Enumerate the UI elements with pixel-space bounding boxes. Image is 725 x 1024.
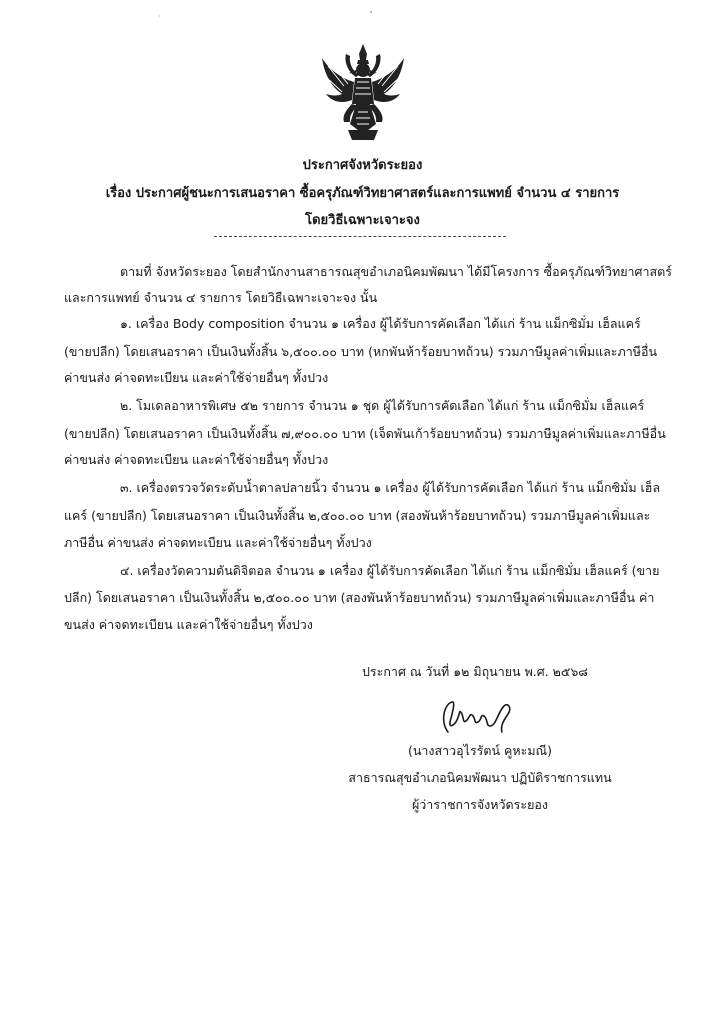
dashed-divider [214, 236, 506, 237]
garuda-emblem-icon [318, 42, 408, 142]
item-1-line-2: (ขายปลีก) โดยเสนอราคา เป็นเงินทั้งสิ้น ๖,๕๐๐.๐๐ บาท (หกพันห้าร้อยบาทถ้วน) รวมภาษีมูลค่าเพิ่มและภาษีอื่น [64, 344, 658, 359]
item-3-line-1: ๓. เครื่องตรวจวัดระดับน้ำตาลปลายนิ้ว จำนวน ๑ เครื่อง ผู้ได้รับการคัดเลือก ได้แก่ ร้าน แม็กซิมั่ม เฮ็ล [120, 480, 661, 495]
page-title: ประกาศจังหวัดระยอง [302, 158, 423, 173]
intro-line-2: และการแพทย์ จำนวน ๔ รายการ โดยวิธีเฉพาะเจาะจง นั้น [64, 290, 378, 305]
handwritten-signature [430, 692, 530, 738]
item-2-line-2: (ขายปลีก) โดยเสนอราคา เป็นเงินทั้งสิ้น ๗,๙๐๐.๐๐ บาท (เจ็ดพันเก้าร้อยบาทถ้วน) รวมภาษีมูลค่าเพิ่มและภาษีอื่น [64, 426, 666, 441]
item-2-line-1: ๒. โมเดลอาหารพิเศษ ๕๒ รายการ จำนวน ๑ ชุด ผู้ได้รับการคัดเลือก ได้แก่ ร้าน แม็กซิมั่ม เฮ็ลแคร์ [120, 398, 645, 413]
item-4-line-1: ๔. เครื่องวัดความดันดิจิตอล จำนวน ๑ เครื่อง ผู้ได้รับการคัดเลือก ได้แก่ ร้าน แม็กซิมั่ม เฮ็ลแคร์ (ขาย [120, 563, 660, 578]
scan-speck: · [158, 12, 161, 21]
item-1-line-3: ค่าขนส่ง ค่าจดทะเบียน และค่าใช้จ่ายอื่นๆ ทั้งปวง [64, 370, 329, 385]
item-2-line-3: ค่าขนส่ง ค่าจดทะเบียน และค่าใช้จ่ายอื่นๆ ทั้งปวง [64, 452, 329, 467]
scan-speck: " [369, 10, 373, 19]
announcement-date: ประกาศ ณ วันที่ ๑๒ มิถุนายน พ.ศ. ๒๕๖๘ [362, 664, 588, 679]
item-3-line-2: แคร์ (ขายปลีก) โดยเสนอราคา เป็นเงินทั้งสิ้น ๒,๕๐๐.๐๐ บาท (สองพันห้าร้อยบาทถ้วน) รวมภาษีมูลค่าเพิ่มและ [64, 508, 651, 523]
item-3-line-3: ภาษีอื่น ค่าขนส่ง ค่าจดทะเบียน และค่าใช้จ่ายอื่นๆ ทั้งปวง [64, 535, 372, 550]
item-4-line-3: ขนส่ง ค่าจดทะเบียน และค่าใช้จ่ายอื่นๆ ทั้งปวง [64, 617, 313, 632]
signer-position-line-1: สาธารณสุขอำเภอนิคมพัฒนา ปฏิบัติราชการแทน [348, 770, 612, 785]
signer-position-line-2: ผู้ว่าราชการจังหวัดระยอง [411, 797, 549, 812]
intro-line-1: ตามที่ จังหวัดระยอง โดยสำนักงานสาธารณสุขอำเภอนิคมพัฒนา ได้มีโครงการ ซื้อครุภัณฑ์วิทยาศาสตร์ [120, 264, 672, 279]
item-4-line-2: ปลีก) โดยเสนอราคา เป็นเงินทั้งสิ้น ๒,๕๐๐.๐๐ บาท (สองพันห้าร้อยบาทถ้วน) รวมภาษีมูลค่าเพิ่มและภาษีอื่น ค่า [64, 590, 655, 605]
procurement-method: โดยวิธีเฉพาะเจาะจง [305, 213, 420, 228]
signer-name: (นางสาวอุไรรัตน์ คูหะมณี) [407, 743, 553, 758]
item-1-line-1: ๑. เครื่อง Body composition จำนวน ๑ เครื่อง ผู้ได้รับการคัดเลือก ได้แก่ ร้าน แม็กซิมั่ม เฮ็ลแคร์ [120, 316, 641, 331]
subject-line: เรื่อง ประกาศผู้ชนะการเสนอราคา ซื้อครุภัณฑ์วิทยาศาสตร์และการแพทย์ จำนวน ๔ รายการ [105, 186, 620, 201]
